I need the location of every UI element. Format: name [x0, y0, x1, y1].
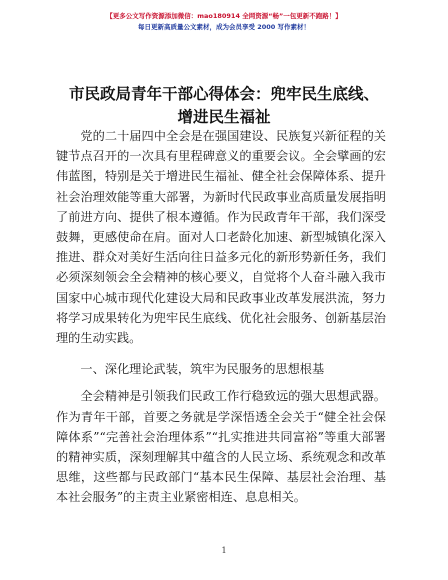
title-line-1: 市民政局青年干部心得体会：兜牢民生底线、: [68, 85, 379, 103]
document-body: [56, 126, 386, 508]
document-title: [0, 83, 448, 129]
page-number: 1: [221, 546, 227, 555]
body-paragraph-section-1: 全会精神是引领我们民政工作行稳致远的强大思想武器。作为青年干部，首要之务就是学深悟透全会关于“健全社会保障体系”“完善社会治理体系”“扎实推进共同富裕”等重大部署的精神实质，深刻理解其中蕴含的人民立场、系统观念和改革思维，这些都与民政部门“基本民生保障、基层社会治理、基本社会服务”的主责主业紧密相连、息息相关。: [56, 389, 386, 505]
promo-banner-line-2: 每日更新高质量公文素材，成为会员享受 2000 写作素材！: [137, 23, 311, 31]
promo-banner-line-1: 【更多公文写作资源添加微信：mao180914 全网资源“畅”一包更新不跑路！】: [106, 12, 342, 20]
section-heading-1: 一、深化理论武装，筑牢为民服务的思想根基: [80, 362, 325, 377]
title-line-2: 增进民生福祉: [177, 108, 271, 126]
body-paragraph-intro: 党的二十届四中全会是在强国建设、民族复兴新征程的关键节点召开的一次具有里程碑意义的重要会议。全会擘画的宏伟蓝图，特别是关于增进民生福祉、健全社会保障体系、提升社会治理效能等重大部署，为新时代民政事业高质量发展指明了前进方向、提供了根本遵循。作为民政青年干部，我们深受鼓舞，更感使命在肩。面对人口老龄化加速、新型城镇化深入推进、群众对美好生活向往日益多元化的新形势新任务，我们必须深刻领会全会精神的核心要义，自觉将个人奋斗融入我市国家中心城市现代化建设大局和民政事业改革发展洪流，努力将学习成果转化为兜牢民生底线、优化社会服务、创新基层治理的生动实践。: [56, 129, 386, 346]
